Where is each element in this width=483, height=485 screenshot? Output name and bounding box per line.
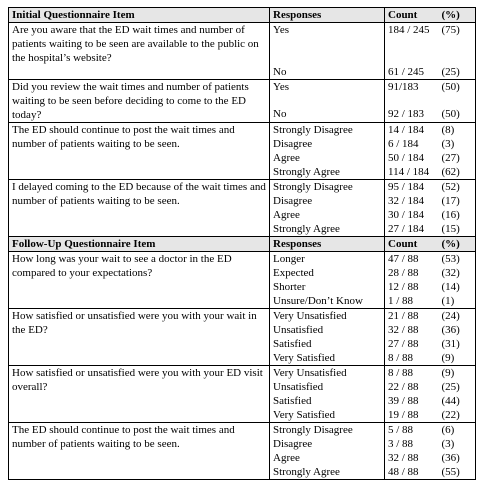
table-row <box>9 179 476 194</box>
table-body <box>9 8 476 480</box>
question-text: How long was your wait to see a doctor in the ED compared to your expectations? <box>9 251 270 308</box>
count-cell: 28 / 88 <box>385 266 439 280</box>
table-row <box>9 79 476 107</box>
count-cell: 27 / 184 <box>385 222 439 237</box>
percent-cell: (15) <box>439 222 476 237</box>
response-cell: Unsure/Don’t Know <box>270 294 385 309</box>
percent-cell: (6) <box>439 422 476 437</box>
percent-cell: (8) <box>439 122 476 137</box>
count-cell: 39 / 88 <box>385 394 439 408</box>
response-cell: Unsatisfied <box>270 380 385 394</box>
percent-cell: (3) <box>439 137 476 151</box>
response-cell: Very Unsatisfied <box>270 365 385 380</box>
responses-column-header: Responses <box>270 8 385 23</box>
percent-cell: (25) <box>439 65 476 80</box>
count-cell: 32 / 88 <box>385 323 439 337</box>
percent-cell: (52) <box>439 179 476 194</box>
count-cell: 47 / 88 <box>385 251 439 266</box>
percent-cell: (62) <box>439 165 476 180</box>
response-cell: No <box>270 107 385 122</box>
response-cell: Strongly Agree <box>270 165 385 180</box>
questionnaire-results-table <box>8 7 476 480</box>
question-text: Are you aware that the ED wait times and number of patients waiting to be seen are available to the public on the hospital’s website? <box>9 23 270 80</box>
question-text: How satisfied or unsatisfied were you with your wait in the ED? <box>9 308 270 365</box>
table-row <box>9 251 476 266</box>
percent-cell: (3) <box>439 437 476 451</box>
response-cell: Strongly Disagree <box>270 122 385 137</box>
response-cell: Disagree <box>270 437 385 451</box>
response-cell: Disagree <box>270 137 385 151</box>
response-cell: Longer <box>270 251 385 266</box>
percent-cell: (36) <box>439 451 476 465</box>
response-cell: Very Satisfied <box>270 351 385 366</box>
question-text: The ED should continue to post the wait times and number of patients waiting to be seen. <box>9 422 270 479</box>
count-cell: 6 / 184 <box>385 137 439 151</box>
question-column-header: Follow-Up Questionnaire Item <box>9 236 270 251</box>
followup-header-row <box>9 236 476 251</box>
response-cell: Unsatisfied <box>270 323 385 337</box>
percent-cell: (53) <box>439 251 476 266</box>
percent-cell: (50) <box>439 79 476 107</box>
count-cell: 30 / 184 <box>385 208 439 222</box>
question-text: How satisfied or unsatisfied were you with your ED visit overall? <box>9 365 270 422</box>
response-cell: Very Unsatisfied <box>270 308 385 323</box>
table-row <box>9 365 476 380</box>
percent-cell: (27) <box>439 151 476 165</box>
percent-cell: (32) <box>439 266 476 280</box>
percent-cell: (1) <box>439 294 476 309</box>
count-cell: 27 / 88 <box>385 337 439 351</box>
percent-cell: (50) <box>439 107 476 122</box>
response-cell: Very Satisfied <box>270 408 385 423</box>
response-cell: Satisfied <box>270 394 385 408</box>
percent-cell: (36) <box>439 323 476 337</box>
table-row <box>9 122 476 137</box>
percent-cell: (16) <box>439 208 476 222</box>
response-cell: Satisfied <box>270 337 385 351</box>
response-cell: Agree <box>270 451 385 465</box>
count-column-header: Count <box>385 236 439 251</box>
percent-cell: (22) <box>439 408 476 423</box>
percent-column-header: (%) <box>439 236 476 251</box>
percent-cell: (44) <box>439 394 476 408</box>
count-cell: 32 / 88 <box>385 451 439 465</box>
count-cell: 5 / 88 <box>385 422 439 437</box>
count-cell: 48 / 88 <box>385 465 439 480</box>
response-cell: Strongly Disagree <box>270 422 385 437</box>
question-text: Did you review the wait times and number of patients waiting to be seen before deciding to come to the ED today? <box>9 79 270 122</box>
response-cell: Strongly Agree <box>270 222 385 237</box>
question-text: I delayed coming to the ED because of the wait times and number of patients waiting to be seen. <box>9 179 270 236</box>
percent-cell: (25) <box>439 380 476 394</box>
percent-cell: (9) <box>439 365 476 380</box>
response-cell: Agree <box>270 208 385 222</box>
count-cell: 92 / 183 <box>385 107 439 122</box>
percent-column-header: (%) <box>439 8 476 23</box>
count-cell: 114 / 184 <box>385 165 439 180</box>
table-row <box>9 308 476 323</box>
count-cell: 8 / 88 <box>385 351 439 366</box>
response-cell: Strongly Agree <box>270 465 385 480</box>
percent-cell: (14) <box>439 280 476 294</box>
table-row <box>9 23 476 65</box>
response-cell: Yes <box>270 23 385 65</box>
count-cell: 19 / 88 <box>385 408 439 423</box>
percent-cell: (17) <box>439 194 476 208</box>
percent-cell: (55) <box>439 465 476 480</box>
count-cell: 22 / 88 <box>385 380 439 394</box>
count-cell: 14 / 184 <box>385 122 439 137</box>
count-cell: 50 / 184 <box>385 151 439 165</box>
questionnaire-table-container <box>8 7 475 480</box>
percent-cell: (31) <box>439 337 476 351</box>
response-cell: Shorter <box>270 280 385 294</box>
question-text: The ED should continue to post the wait times and number of patients waiting to be seen. <box>9 122 270 179</box>
count-column-header: Count <box>385 8 439 23</box>
count-cell: 1 / 88 <box>385 294 439 309</box>
percent-cell: (75) <box>439 23 476 65</box>
responses-column-header: Responses <box>270 236 385 251</box>
count-cell: 12 / 88 <box>385 280 439 294</box>
percent-cell: (9) <box>439 351 476 366</box>
count-cell: 91/183 <box>385 79 439 107</box>
response-cell: Agree <box>270 151 385 165</box>
response-cell: Disagree <box>270 194 385 208</box>
percent-cell: (24) <box>439 308 476 323</box>
question-column-header: Initial Questionnaire Item <box>9 8 270 23</box>
initial-header-row <box>9 8 476 23</box>
response-cell: Strongly Disagree <box>270 179 385 194</box>
count-cell: 32 / 184 <box>385 194 439 208</box>
count-cell: 3 / 88 <box>385 437 439 451</box>
count-cell: 61 / 245 <box>385 65 439 80</box>
response-cell: No <box>270 65 385 80</box>
count-cell: 8 / 88 <box>385 365 439 380</box>
count-cell: 21 / 88 <box>385 308 439 323</box>
table-row <box>9 422 476 437</box>
response-cell: Expected <box>270 266 385 280</box>
count-cell: 184 / 245 <box>385 23 439 65</box>
count-cell: 95 / 184 <box>385 179 439 194</box>
response-cell: Yes <box>270 79 385 107</box>
